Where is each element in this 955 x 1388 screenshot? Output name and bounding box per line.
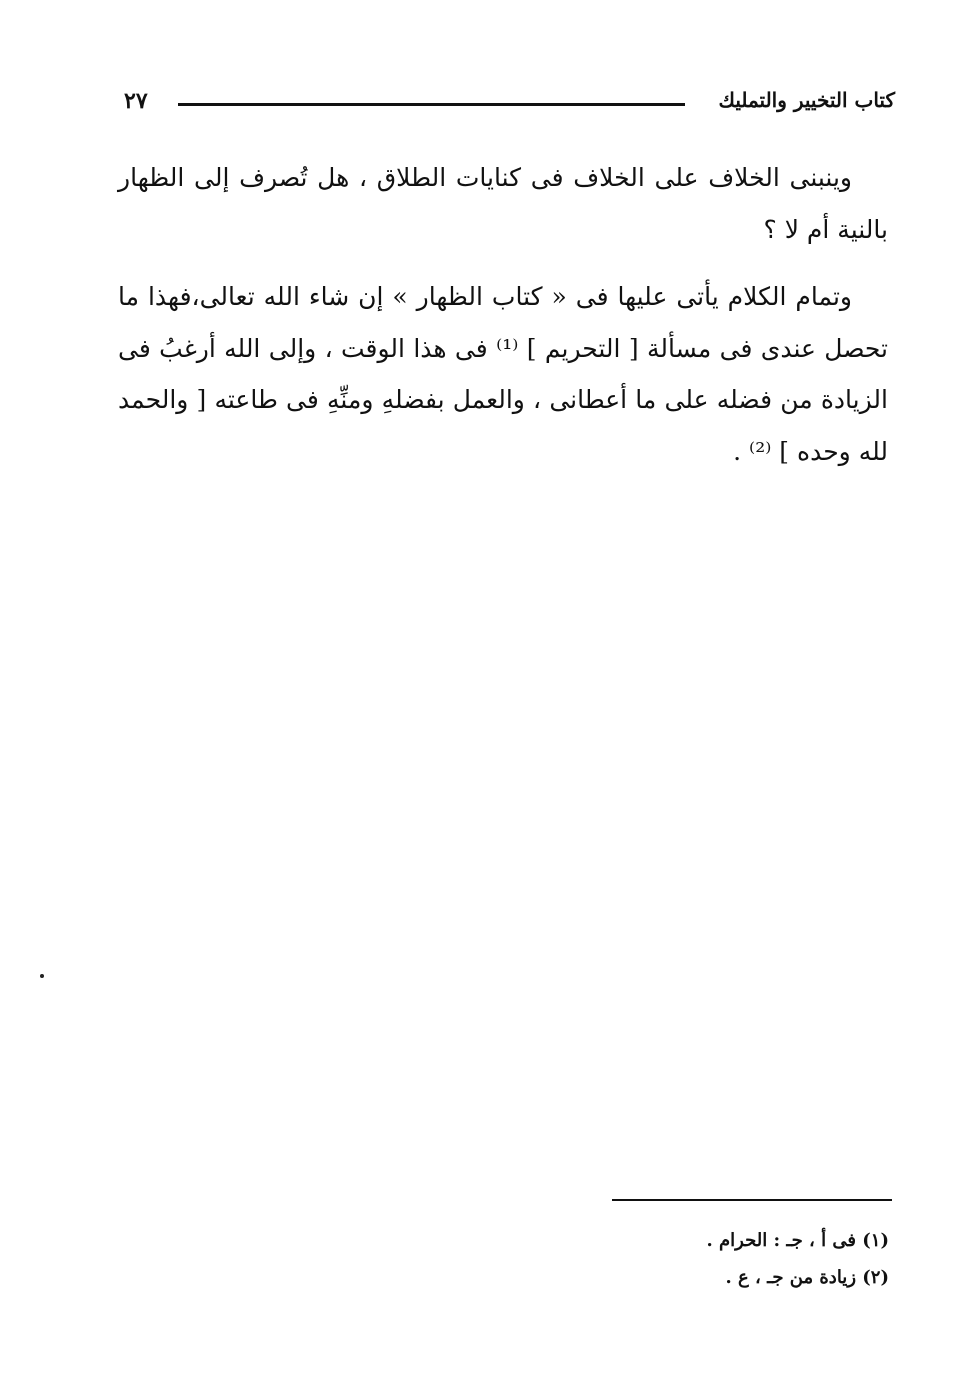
running-head-title: كتاب التخيير والتمليك [718, 88, 895, 112]
footnote-1: (١) فى أ ، جـ : الحرام . [706, 1230, 889, 1251]
footnotes [489, 1222, 889, 1296]
running-head-rule [178, 103, 685, 106]
running-head [120, 86, 895, 120]
page-number: ٢٧ [124, 88, 148, 114]
footnote-separator [612, 1199, 892, 1201]
footnote-2: (٢) زيادة من جـ ، ع . [725, 1267, 889, 1288]
paragraph: وتمام الكلام يأتى عليها فى « كتاب الظهار » إن شاء الله تعالى،فهذا ما تحصل عندى فى مسألة [ التحريم ] ⁽¹⁾ فى هذا الوقت ، وإلى الله أرغبُ فى الزيادة من فضله على ما أعطانى ، والعمل بفضلهِ ومنِّهِ فى طاعته [ والحمد لله وحده ] ⁽²⁾ . [118, 282, 888, 466]
scan-speck [40, 974, 44, 978]
main-text [118, 152, 888, 477]
paragraph: وينبنى الخلاف على الخلاف فى كنايات الطلاق ، هل تُصرف إلى الظهار بالنية أم لا ؟ [118, 163, 888, 244]
